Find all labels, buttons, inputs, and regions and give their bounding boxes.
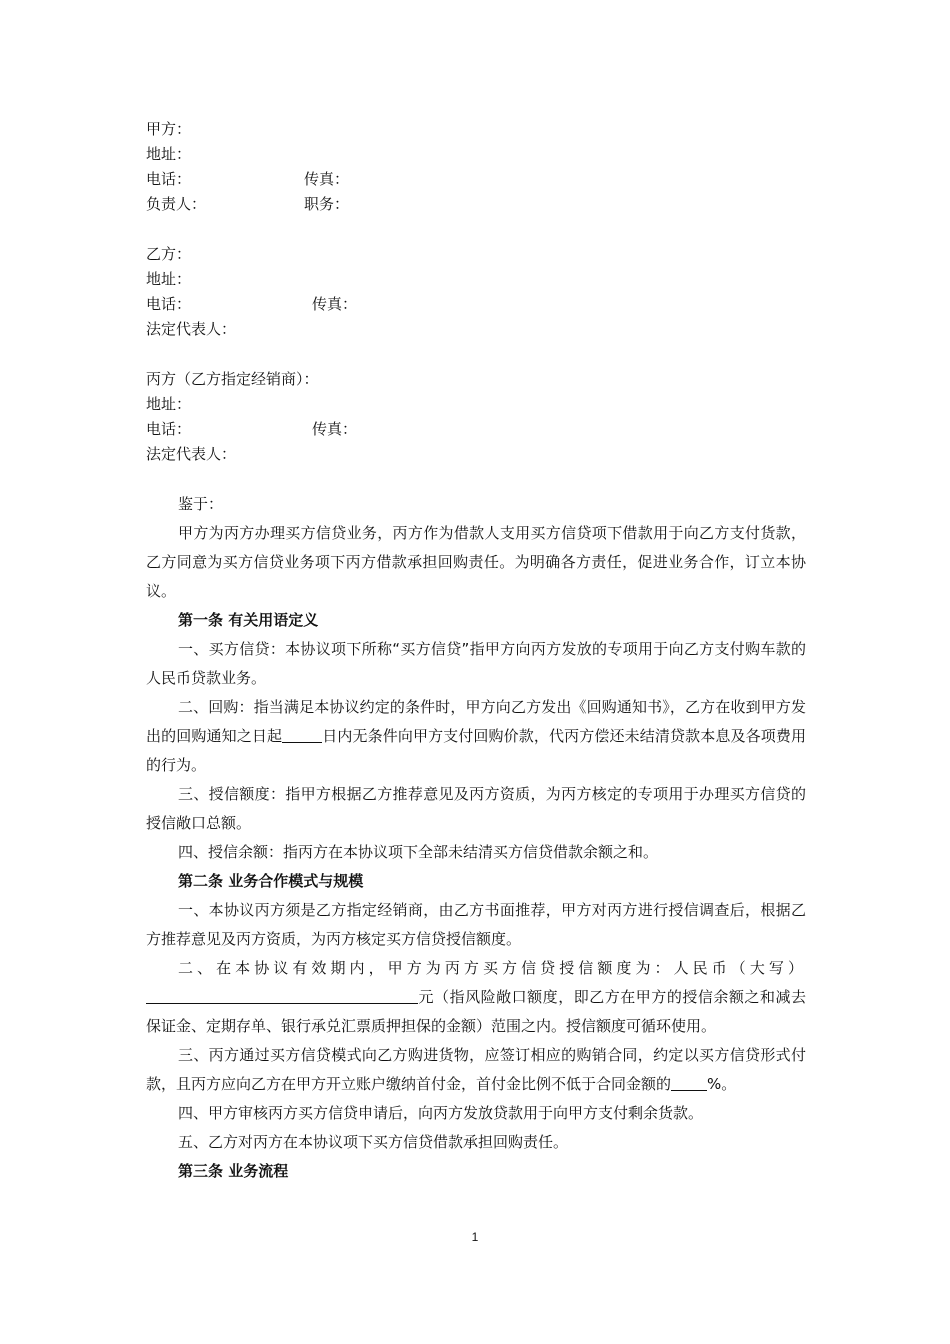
down-payment-ratio-blank [671, 1074, 707, 1091]
party-b-phone-label: 电话： [146, 295, 192, 313]
party-b-rep-label: 法定代表人： [146, 320, 237, 338]
page-number: 1 [471, 1230, 479, 1244]
agreement-body [146, 490, 806, 1186]
article-2-item-2-text-a: 二、在本协议有效期内，甲方为丙方买方信贷授信额度为：人民币（大写） [178, 959, 806, 977]
party-a-fax-label: 传真： [304, 170, 350, 188]
article-2-item-3-text-b: %。 [707, 1075, 737, 1093]
article-1-item-2 [146, 693, 806, 780]
preamble-paragraph: 甲方为丙方办理买方信贷业务，丙方作为借款人支用买方信贷项下借款用于向乙方支付货款，乙方同意为买方信贷业务项下丙方借款承担回购责任。为明确各方责任，促进业务合作，订立本协议。 [146, 524, 806, 600]
party-a-person-label: 负责人： [146, 195, 207, 213]
party-c-address-label: 地址： [146, 395, 192, 413]
article-2-item-4: 四、甲方审核丙方买方信贷申请后，向丙方发放贷款用于向甲方支付剩余货款。 [178, 1104, 704, 1122]
party-c-name-label: 丙方（乙方指定经销商）： [146, 370, 319, 388]
party-a-position-label: 职务： [304, 195, 350, 213]
party-a-address-label: 地址： [146, 145, 192, 163]
article-1-item-2-text-b: 日内无条件向甲方支付回购价款，代丙方偿还未结清贷款本息及各项费用的行为。 [146, 727, 806, 774]
article-2-item-1: 一、本协议丙方须是乙方指定经销商，由乙方书面推荐，甲方对丙方进行授信调查后，根据乙方推荐意见及丙方资质，为丙方核定买方信贷授信额度。 [146, 901, 806, 948]
article-2-item-2-text-b: 元（指风险敞口额度，即乙方在甲方的授信余额之和减去保证金、定期存单、银行承兑汇票质押担保的金额）范围之内。授信额度可循环使用。 [146, 988, 806, 1035]
party-c-rep-label: 法定代表人： [146, 445, 237, 463]
article-3-title: 第三条 业务流程 [178, 1162, 289, 1180]
party-a-phone-label: 电话： [146, 170, 192, 188]
article-2-item-5: 五、乙方对丙方在本协议项下买方信贷借款承担回购责任。 [178, 1133, 569, 1151]
party-c-phone-label: 电话： [146, 420, 192, 438]
article-1-title: 第一条 有关用语定义 [178, 611, 319, 629]
article-2-item-3 [146, 1041, 806, 1099]
credit-amount-blank [146, 987, 418, 1004]
article-2-title: 第二条 业务合作模式与规模 [178, 872, 364, 890]
article-1-item-2-text-a: 二、回购：指当满足本协议约定的条件时，甲方向乙方发出《回购通知书》，乙方在收到甲方发出的回购通知之日起 [146, 698, 806, 745]
article-1-item-1: 一、买方信贷：本协议项下所称“买方信贷”指甲方向丙方发放的专项用于向乙方支付购车款的人民币贷款业务。 [146, 640, 806, 687]
party-b-name-label: 乙方： [146, 245, 192, 263]
article-2-item-2 [146, 954, 806, 1041]
article-2-item-3-text-a: 三、丙方通过买方信贷模式向乙方购进货物，应签订相应的购销合同，约定以买方信贷形式付款，且丙方应向乙方在甲方开立账户缴纳首付金，首付金比例不低于合同金额的 [146, 1046, 806, 1093]
article-1-item-4: 四、授信余额：指丙方在本协议项下全部未结清买方信贷借款余额之和。 [178, 843, 659, 861]
party-b-fax-label: 传真： [312, 295, 358, 313]
article-1-item-3: 三、授信额度：指甲方根据乙方推荐意见及丙方资质，为丙方核定的专项用于办理买方信贷的授信敞口总额。 [146, 785, 806, 832]
whereas-label: 鉴于： [178, 495, 224, 513]
party-b-address-label: 地址： [146, 270, 192, 288]
party-a-name-label: 甲方： [146, 120, 192, 138]
party-c-fax-label: 传真： [312, 420, 358, 438]
repurchase-days-blank [282, 726, 322, 743]
